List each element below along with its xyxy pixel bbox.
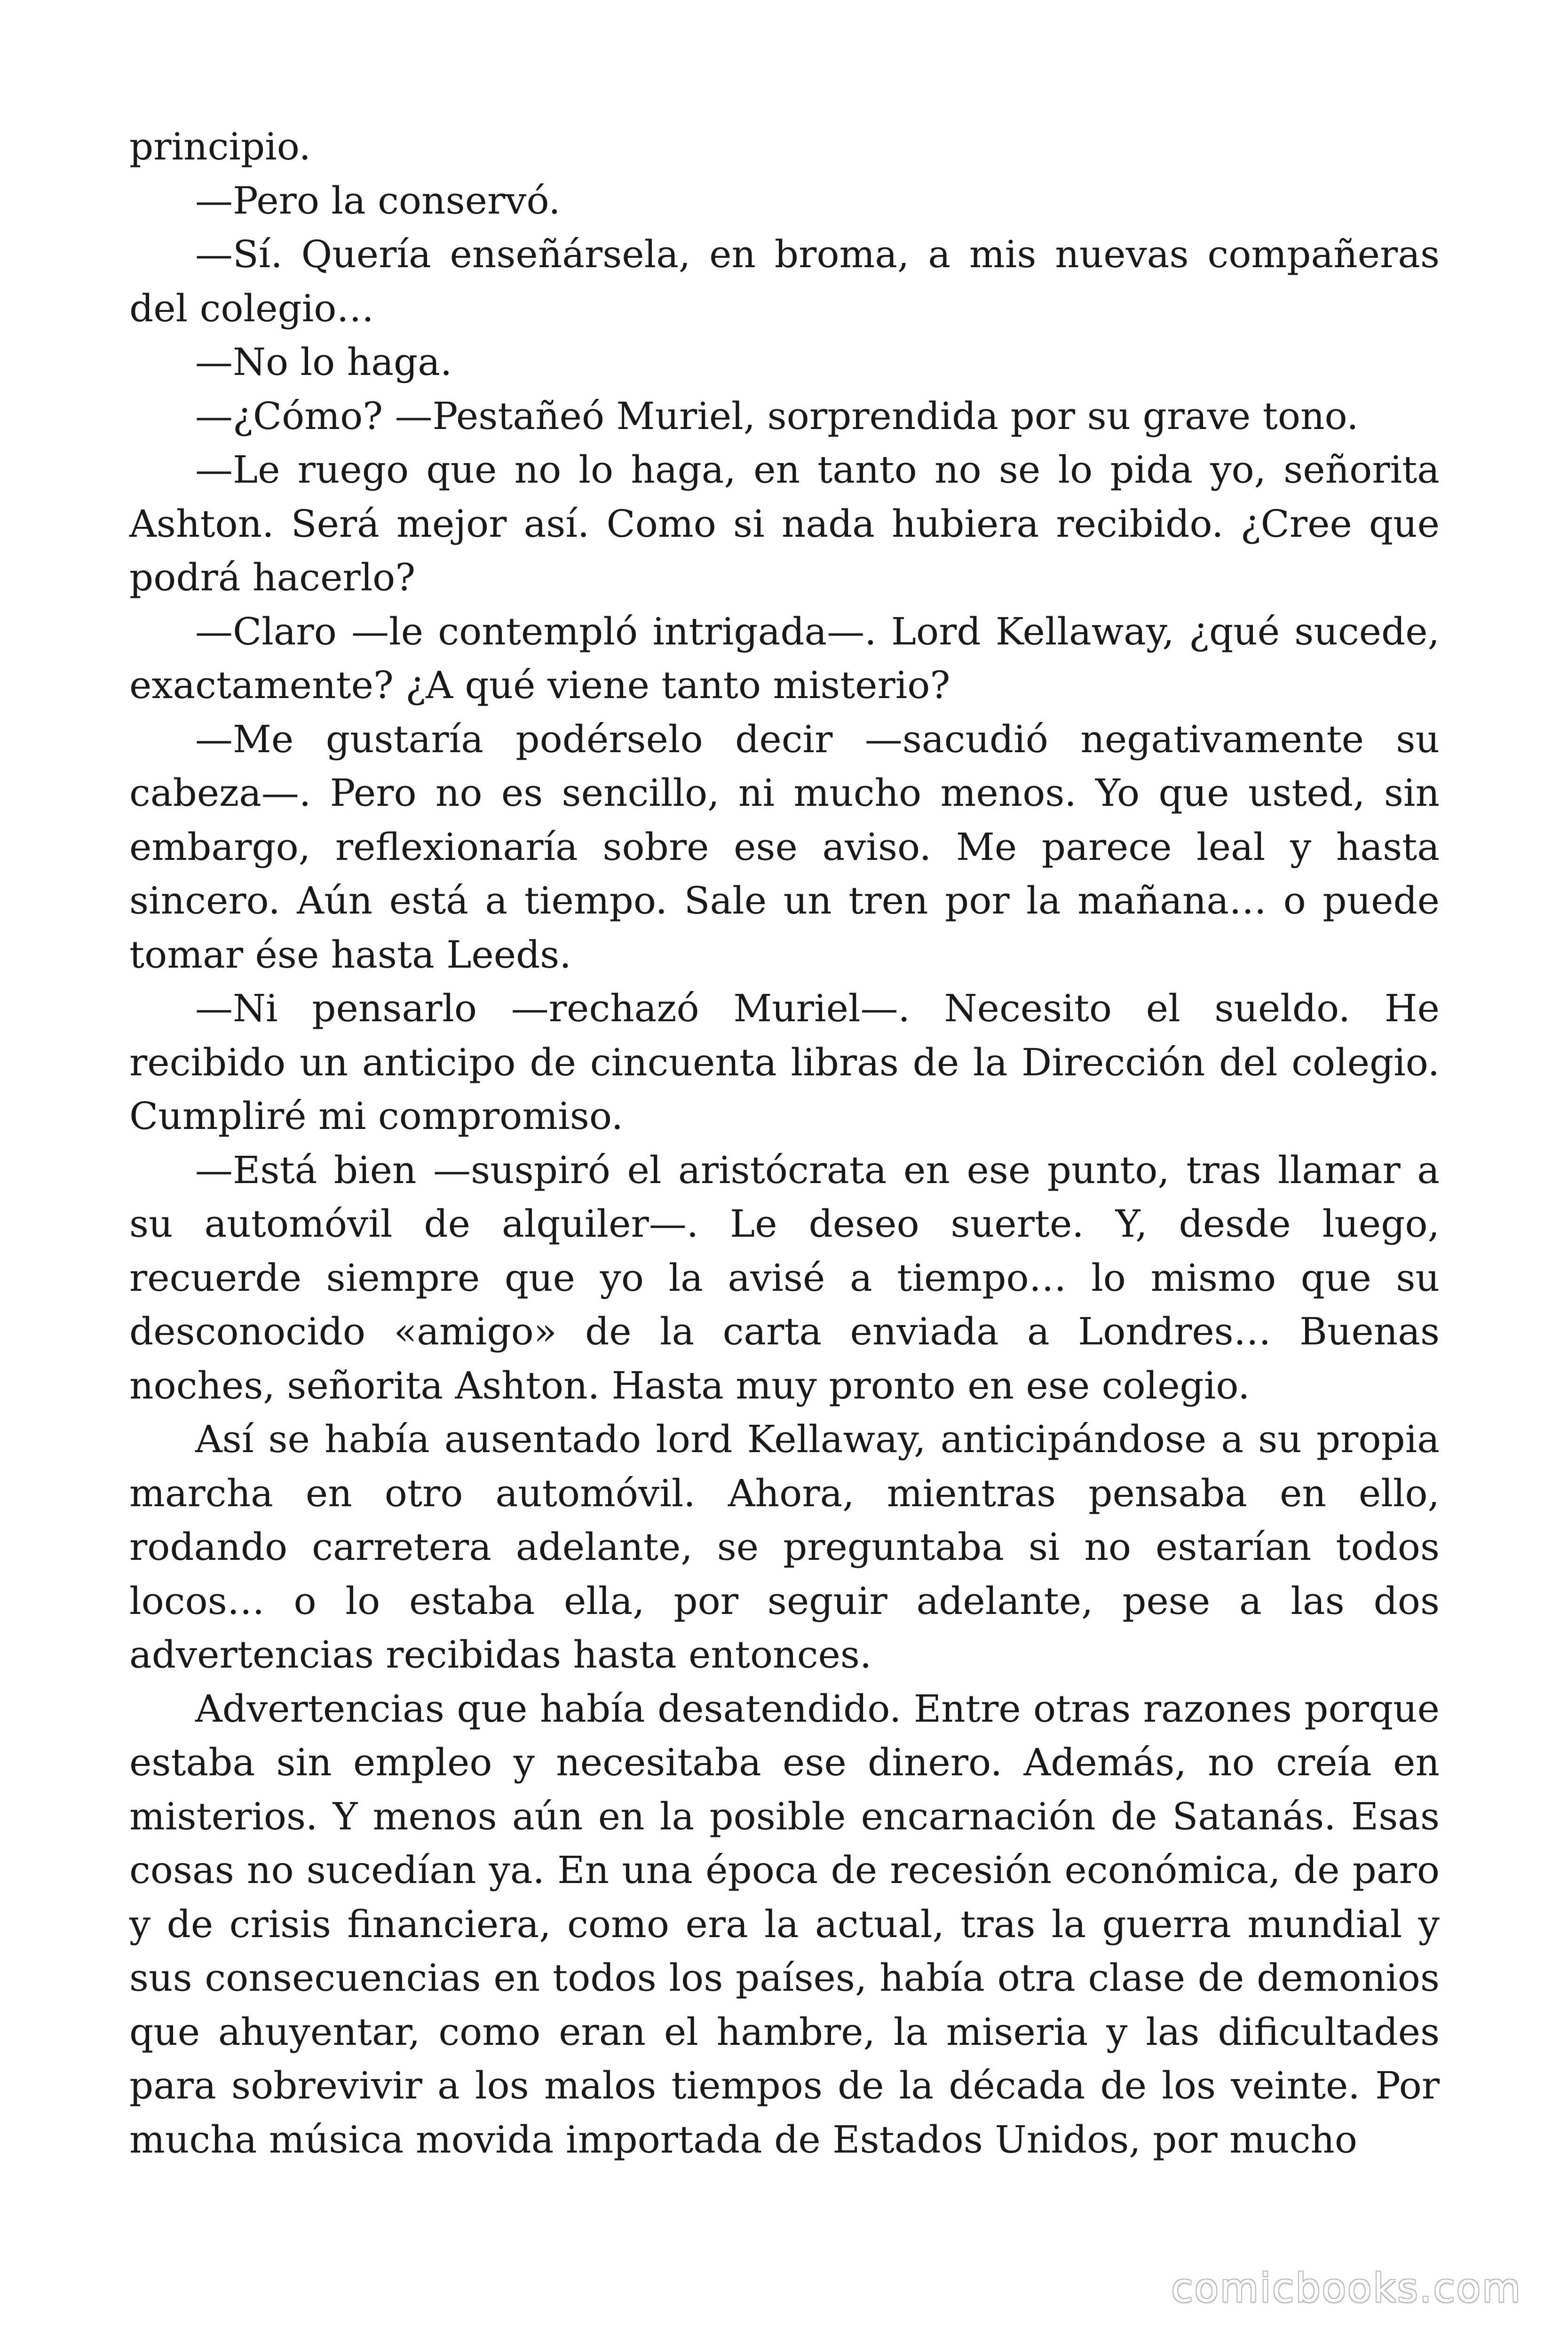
paragraph: —Le ruego que no lo haga, en tanto no se lo pida yo, señorita Ashton. Será mejor así. Como si nada hubiera recibido. ¿Cree que podrá hacerlo? (129, 448, 1440, 599)
paragraph: —¿Cómo? —Pestañeó Muriel, sorprendida por su grave tono. (195, 394, 1359, 438)
paragraph: —Sí. Quería enseñársela, en broma, a mis nuevas compañeras del colegio… (129, 232, 1440, 330)
paragraph-continuation: principio. (129, 125, 311, 168)
paragraph: Advertencias que había desatendido. Entre otras razones porque estaba sin empleo y necesitaba ese dinero. Además, no creía en misterios. Y menos aún en la posible encarnación de Satanás. Esas cosas no sucedían ya. En una época de recesión económica, de paro y de crisis financiera, como era la actual, tras la guerra mundial y sus consecuencias en todos los países, había otra clase de demonios que ahuyentar, como eran el hambre, la miseria y las dificultades para sobrevivir a los malos tiempos de la década de los veinte. Por mucha música movida importada de Estados Unidos, por mucho (129, 1686, 1440, 2161)
paragraph: —Está bien —suspiró el aristócrata en ese punto, tras llamar a su automóvil de alquiler—. Le deseo suerte. Y, desde luego, recuerde siempre que yo la avisé a tiempo… lo mismo que su desconocido «amigo» de la carta enviada a Londres… Buenas noches, señorita Ashton. Hasta muy pronto en ese colegio. (129, 1148, 1440, 1407)
watermark: comicbooks.com (1171, 2265, 1522, 2311)
paragraph: —No lo haga. (195, 340, 452, 384)
paragraph: Así se había ausentado lord Kellaway, anticipándose a su propia marcha en otro automóvil. Ahora, mientras pensaba en ello, rodando carretera adelante, se preguntaba si no estarían todos locos… o lo estaba ella, por seguir adelante, pese a las dos advertencias recibidas hasta entonces. (129, 1417, 1440, 1677)
page-text (129, 120, 1440, 2167)
paragraph: —Claro —le contempló intrigada—. Lord Kellaway, ¿qué sucede, exactamente? ¿A qué viene tanto misterio? (129, 609, 1440, 707)
paragraph: —Pero la conservó. (195, 178, 561, 222)
paragraph: —Ni pensarlo —rechazó Muriel—. Necesito el sueldo. He recibido un anticipo de cincuenta libras de la Dirección del colegio. Cumpliré mi compromiso. (129, 986, 1440, 1138)
paragraph: —Me gustaría podérselo decir —sacudió negativamente su cabeza—. Pero no es sencillo, ni mucho menos. Yo que usted, sin embargo, reflexionaría sobre ese aviso. Me parece leal y hasta sincero. Aún está a tiempo. Sale un tren por la mañana… o puede tomar ése hasta Leeds. (129, 717, 1440, 977)
